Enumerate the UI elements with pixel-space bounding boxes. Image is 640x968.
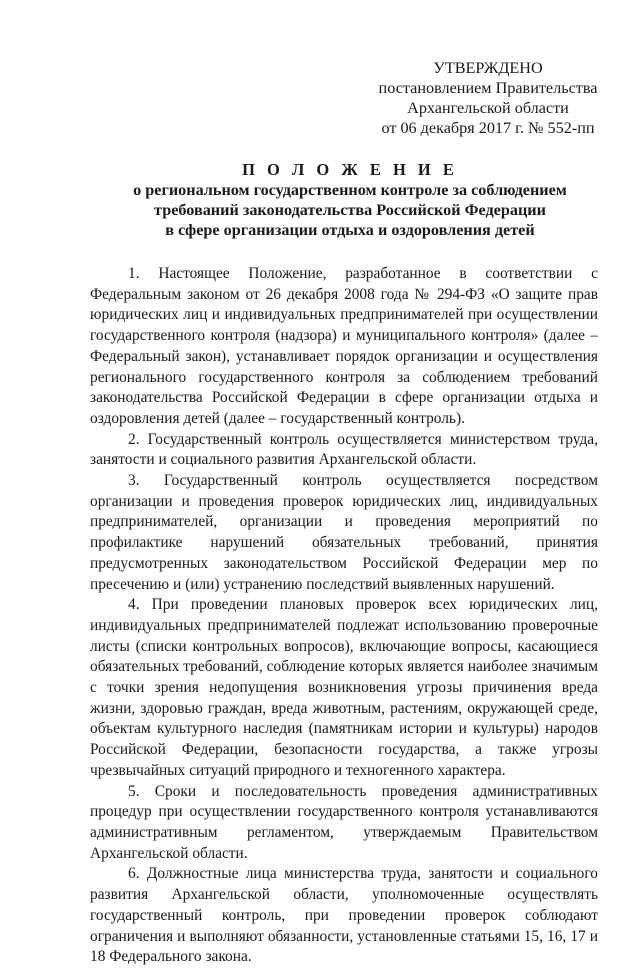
document-body	[90, 264, 598, 968]
approval-date-number: от 06 декабря 2017 г. № 552-пп	[381, 119, 595, 137]
paragraph-3: 3. Государственный контроль осуществляется посредством организации и проведения проверок юридических лиц, индивидуальных предпринимателей, организации и проведения мероприятий по профилактике нарушений обязательных требований, принятия предусмотренных законодательством Российской Федерации мер по пресечению и (или) устранению последствий выявленных нарушений.	[90, 472, 598, 593]
paragraph-2: 2. Государственный контроль осуществляется министерством труда, занятости и социального развития Архангельской области.	[90, 430, 598, 469]
approval-stamp	[358, 58, 618, 138]
paragraph-5: 5. Сроки и последовательность проведения административных процедур при осуществлении государственного контроля устанавливаются административным регламентом, утверждаемым Правительством Архангельской области.	[90, 782, 598, 862]
document-title: П О Л О Ж Е Н И Е	[242, 160, 458, 179]
approval-title: УТВЕРЖДЕНО	[433, 59, 543, 77]
approval-region: Архангельской области	[407, 99, 569, 117]
paragraph-6: 6. Должностные лица министерства труда, занятости и социального развития Архангельской области, уполномоченные осуществлять государственный контроль, при проведении проверок соблюдают ограничения и выполняют обязанности, установленные статьями 15, 16, 17 и 18 Федерального закона.	[90, 865, 598, 966]
document-heading	[60, 160, 640, 240]
document-subtitle-line-3: в сфере организации отдыха и оздоровления детей	[165, 221, 535, 239]
paragraph-1: 1. Настоящее Положение, разработанное в соответствии с Федеральным законом от 26 декабря 2008 года № 294-ФЗ «О защите прав юридических лиц и индивидуальных предпринимателей при осуществлении государственного контроля (надзора) и муниципального контроля» (далее – Федеральный закон), устанавливает порядок организации и осуществления регионального государственного контроля за соблюдением требований законодательства Российской Федерации в сфере организации отдыха и оздоровления детей (далее – государственный контроль).	[90, 265, 598, 427]
document-subtitle-line-2: требований законодательства Российской Федерации	[154, 201, 546, 219]
paragraph-4: 4. При проведении плановых проверок всех юридических лиц, индивидуальных предпринимателей подлежат использованию проверочные листы (списки контрольных вопросов), включающие вопросы, касающиеся обязательных требований, соблюдение которых является наиболее значимым с точки зрения недопущения возникновения угрозы причинения вреда жизни, здоровью граждан, вреда животным, растениям, окружающей среде, объектам культурного наследия (памятникам истории и культуры) народов Российской Федерации, безопасности государства, а также угрозы чрезвычайных ситуаций природного и техногенного характера.	[90, 596, 598, 779]
approval-resolution: постановлением Правительства	[378, 79, 598, 97]
document-subtitle-line-1: о региональном государственном контроле за соблюдением	[133, 181, 567, 199]
